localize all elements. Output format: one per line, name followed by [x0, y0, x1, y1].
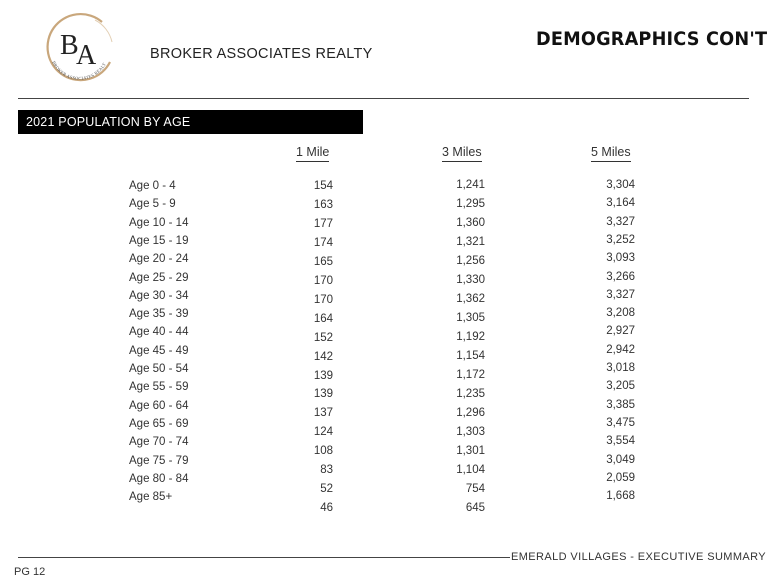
value-5-miles: 3,018 — [606, 362, 635, 374]
value-3-miles: 1,301 — [456, 445, 485, 457]
value-5-miles: 3,327 — [606, 288, 635, 301]
value-5-miles: 3,164 — [606, 197, 635, 210]
value-3-miles: 1,330 — [456, 274, 485, 286]
value-1-mile: 52 — [320, 483, 333, 496]
value-1-mile: 163 — [313, 198, 333, 211]
value-1-mile: 164 — [313, 312, 333, 325]
value-3-miles: 1,296 — [456, 407, 485, 419]
value-3-miles: 1,305 — [456, 312, 485, 324]
value-1-mile: 154 — [313, 180, 333, 192]
column-header-1-mile: 1 Mile — [296, 145, 329, 162]
value-5-miles: 3,208 — [606, 307, 635, 320]
value-5-miles: 3,049 — [606, 453, 635, 466]
value-3-miles: 1,154 — [456, 350, 485, 362]
value-3-miles: 1,321 — [456, 236, 485, 248]
age-label: Age 80 - 84 — [129, 472, 189, 485]
value-1-mile: 139 — [313, 388, 333, 401]
value-5-miles: 2,059 — [606, 471, 635, 484]
value-3-miles: 1,362 — [456, 293, 485, 305]
value-1-mile: 142 — [313, 350, 333, 363]
age-label: Age 35 - 39 — [129, 308, 189, 321]
value-1-mile: 46 — [320, 502, 333, 515]
value-1-mile: 83 — [320, 464, 333, 477]
column-header-5-miles: 5 Miles — [591, 145, 631, 162]
value-3-miles: 1,192 — [456, 331, 485, 343]
value-3-miles: 1,241 — [456, 179, 485, 191]
brand-name: BROKER ASSOCIATES REALTY — [150, 46, 373, 62]
value-3-miles: 645 — [465, 502, 485, 514]
value-1-mile: 170 — [313, 293, 333, 306]
value-1-mile: 177 — [313, 217, 333, 230]
age-label: Age 0 - 4 — [129, 180, 176, 192]
footer-divider — [18, 557, 510, 558]
page-number: PG 12 — [14, 566, 46, 578]
value-1-mile: 108 — [313, 445, 333, 458]
section-title-bar: 2021 POPULATION BY AGE — [18, 110, 363, 134]
value-1-mile: 139 — [313, 369, 333, 382]
value-1-mile: 152 — [313, 331, 333, 344]
value-5-miles: 3,093 — [606, 252, 635, 265]
value-3-miles: 1,172 — [456, 369, 485, 381]
age-label: Age 10 - 14 — [129, 216, 189, 229]
value-3-miles: 1,295 — [456, 198, 485, 210]
age-label: Age 30 - 34 — [129, 289, 189, 302]
value-5-miles: 3,205 — [606, 380, 635, 393]
age-label: Age 70 - 74 — [129, 436, 189, 449]
age-label: Age 65 - 69 — [129, 417, 189, 430]
age-label: Age 50 - 54 — [129, 363, 189, 375]
age-label: Age 75 - 79 — [129, 454, 189, 467]
value-3-miles: 754 — [465, 483, 485, 495]
logo-ring-text: BROKER ASSOCIATES REALT — [51, 60, 107, 82]
age-label: Age 40 - 44 — [129, 326, 189, 339]
value-1-mile: 174 — [313, 236, 333, 249]
age-label: Age 85+ — [129, 491, 173, 504]
value-3-miles: 1,235 — [456, 388, 485, 400]
age-label: Age 5 - 9 — [129, 198, 176, 211]
value-5-miles: 3,475 — [606, 416, 635, 429]
value-5-miles: 3,304 — [606, 179, 635, 191]
age-label: Age 15 - 19 — [129, 234, 189, 247]
value-5-miles: 3,385 — [606, 398, 635, 411]
logo-initial-a: A — [76, 40, 97, 71]
value-1-mile: 137 — [313, 407, 333, 420]
value-1-mile: 170 — [313, 274, 333, 287]
value-3-miles: 1,256 — [456, 255, 485, 267]
age-label: Age 25 - 29 — [129, 271, 189, 284]
age-label: Age 45 - 49 — [129, 344, 189, 357]
value-1-mile: 165 — [313, 255, 333, 268]
value-5-miles: 1,668 — [606, 490, 635, 503]
value-3-miles: 1,104 — [456, 464, 485, 476]
value-5-miles: 3,554 — [606, 435, 635, 448]
value-3-miles: 1,360 — [456, 217, 485, 229]
page-title: DEMOGRAPHICS CON'T — [536, 28, 768, 50]
age-label: Age 55 - 59 — [129, 381, 189, 394]
value-3-miles: 1,303 — [456, 426, 485, 438]
value-5-miles: 2,927 — [606, 325, 635, 338]
value-5-miles: 3,327 — [606, 215, 635, 228]
value-5-miles: 3,266 — [606, 270, 635, 283]
age-label: Age 60 - 64 — [129, 399, 189, 412]
age-label: Age 20 - 24 — [129, 253, 189, 266]
value-5-miles: 2,942 — [606, 343, 635, 356]
value-1-mile: 124 — [313, 426, 333, 439]
logo-initial-b: B — [60, 30, 79, 61]
column-header-3-miles: 3 Miles — [442, 145, 482, 162]
value-5-miles: 3,252 — [606, 233, 635, 246]
footer-title: EMERALD VILLAGES - EXECUTIVE SUMMARY — [511, 551, 767, 563]
